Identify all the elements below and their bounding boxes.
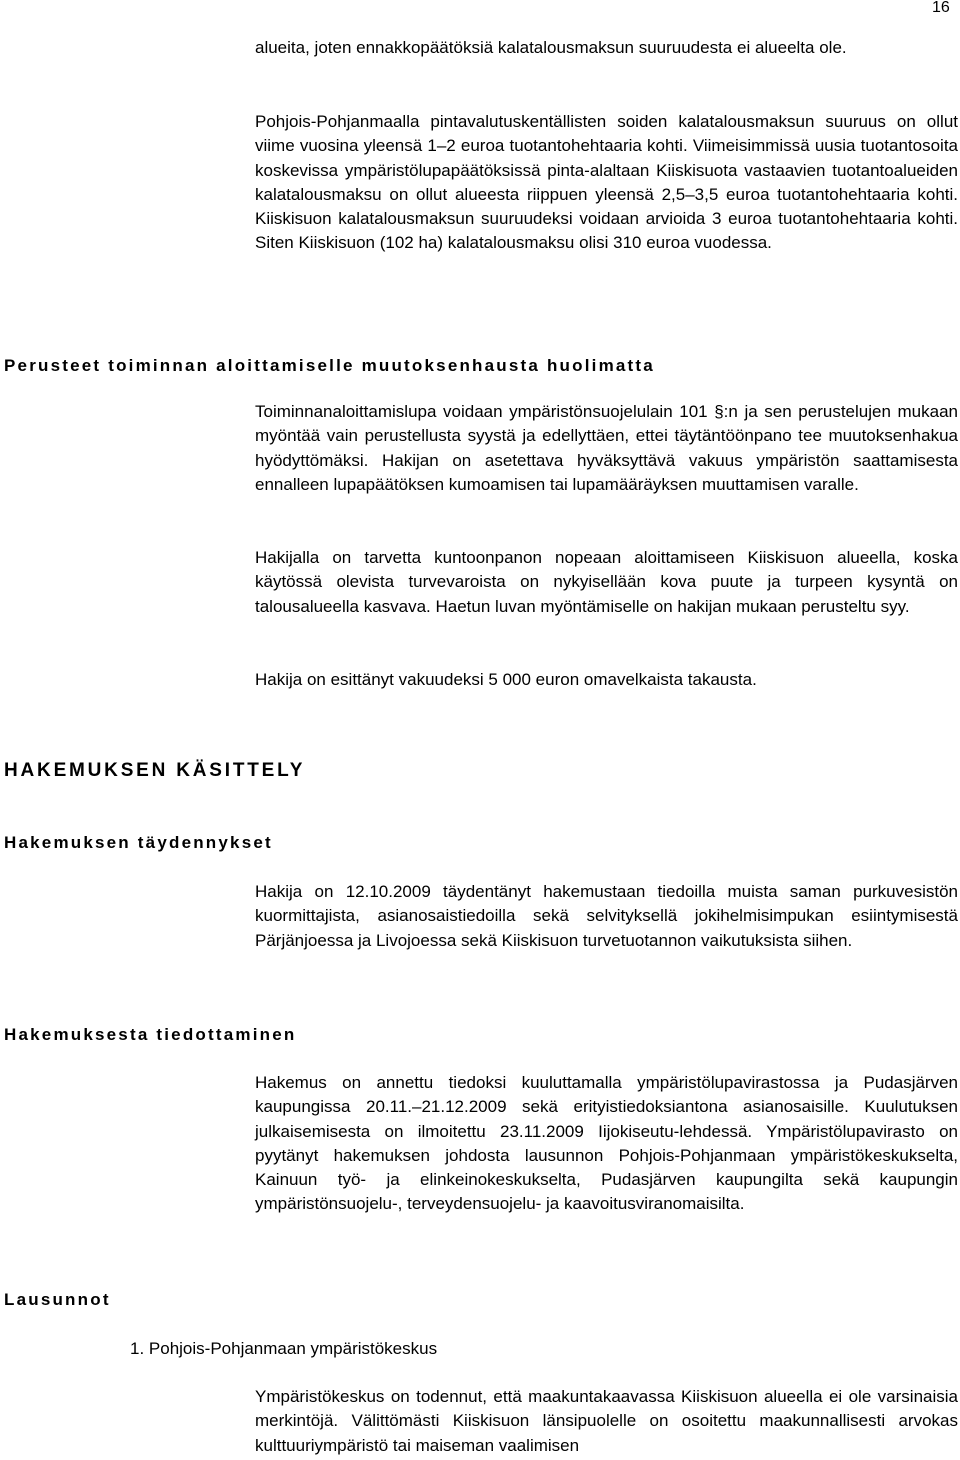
paragraph-fee-estimate: Pohjois-Pohjanmaalla pintavalutuskentällisten soiden kalatalousmaksun suuruus on ollut viime vuosina yleensä 1–2 euroa tuotantohehtaaria kohti. Viimeisimmissä uusia tuotantosoita koskevissa ympäristölupapäätöksissä pinta-alaltaan Kiiskisuota vastaavien tuotantoalueiden kalatalousmaksu on ollut alueesta riippuen yleensä 2,5–3,5 euroa tuotantohehtaaria kohti. Kiiskisuon kalatalousmaksun suuruudeksi voidaan arvioida 3 euroa tuotantohehtaaria kohti. Siten Kiiskisuon (102 ha) kalatalousmaksu olisi 310 euroa vuodessa. [255, 112, 958, 253]
heading-hakemuksen-kasittely: HAKEMUKSEN KÄSITTELY [4, 760, 306, 781]
paragraph-vakuus: Hakija on esittänyt vakuudeksi 5 000 euron omavelkaista takausta. [255, 670, 757, 689]
paragraph-ymparistokeskus-lausunto: Ympäristökeskus on todennut, että maakuntakaavassa Kiiskisuon alueella ei ole varsinaisia merkintöjä. Välittömästi Kiiskisuon länsipuolelle on osoitettu maakunnallisesti arvokas kulttuuriympäristö tai maiseman vaalimisen [255, 1387, 958, 1455]
heading-lausunnot: Lausunnot [4, 1290, 111, 1309]
paragraph-tiedottaminen: Hakemus on annettu tiedoksi kuuluttamalla ympäristölupavirastossa ja Pudasjärven kaupungissa 20.11.–21.12.2009 sekä erityistiedoksiantona asianosaisille. Kuulutuksen julkaisemisesta on ilmoitettu 23.11.2009 Iijokiseutu-lehdessä. Ympäristölupavirasto on pyytänyt hakemuksen johdosta lausunnon Pohjois-Pohjanmaan ympäristökeskukselta, Kainuun työ- ja elinkeinokeskukselta, Pudasjärven kaupungilta sekä kaupungin ympäristönsuojelu-, terveydensuojelu- ja kaavoitusviranomaisilta. [255, 1073, 958, 1214]
paragraph-kuntoonpano: Hakijalla on tarvetta kuntoonpanon nopeaan aloittamiseen Kiiskisuon alueella, koska käytössä olevista turvevaroista on nykyisellään kova puute ja turpeen kysyntä on talousalueella kasvava. Haetun luvan myöntämiselle on hakijan mukaan perusteltu syy. [255, 548, 958, 616]
heading-perusteet: Perusteet toiminnan aloittamiselle muutoksenhausta huolimatta [4, 356, 655, 375]
paragraph-taydennykset: Hakija on 12.10.2009 täydentänyt hakemustaan tiedoilla muista saman purkuvesistön kuormittajista, asianosaistiedoilla sekä selvityksellä jokihelmisimpukan esiintymisestä Pärjänjoessa ja Livojoessa sekä Kiiskisuon turvetuotannon vaikutuksista siihen. [255, 882, 958, 950]
paragraph-toiminnanaloittamislupa: Toiminnanaloittamislupa voidaan ympäristönsuojelulain 101 §:n ja sen perustelujen mukaan myöntää vain perustellusta syystä ja edellyttäen, ettei täytäntöönpano tee muutoksenhakua hyödyttömäksi. Hakijan on asetettava hyväksyttävä vakuus ympäristön saattamisesta ennalleen lupapäätöksen kumoamisen tai lupamääräyksen muuttamisen varalle. [255, 402, 958, 494]
paragraph-fee-intro: alueita, joten ennakkopäätöksiä kalatalousmaksun suuruudesta ei alueelta ole. [255, 38, 847, 57]
heading-taydennykset: Hakemuksen täydennykset [4, 833, 273, 852]
page-number: 16 [932, 0, 950, 16]
list-item-ymparistokeskus: 1. Pohjois-Pohjanmaan ympäristökeskus [130, 1339, 438, 1358]
heading-tiedottaminen: Hakemuksesta tiedottaminen [4, 1025, 297, 1044]
